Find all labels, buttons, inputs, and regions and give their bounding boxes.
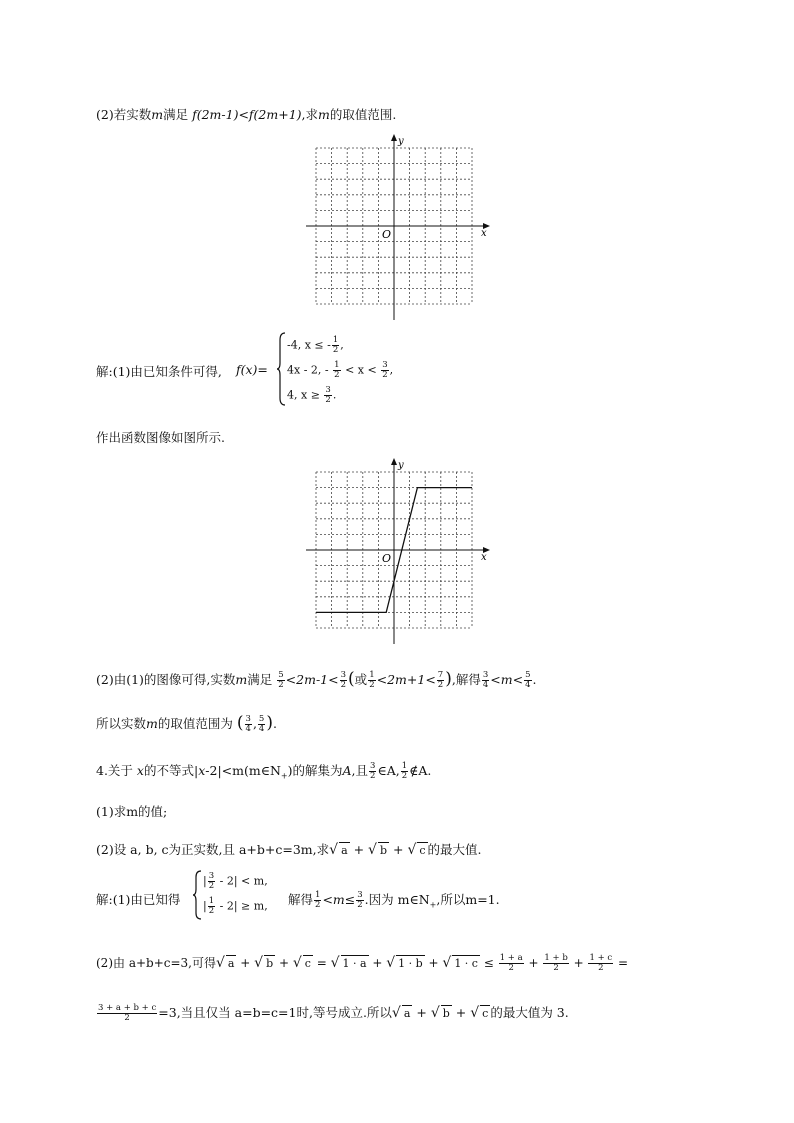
sol1-intro: 解:(1)由已知条件可得, bbox=[96, 364, 222, 379]
x-label: x bbox=[481, 552, 487, 563]
q2-line: (2)若实数m满足 f(2m-1)<f(2m+1),求m的取值范围. bbox=[96, 107, 397, 122]
sol2-range: 所以实数m的取值范围为 ( $\frac{3}{4}$ , $\frac{5}{4}$ ). bbox=[96, 713, 277, 734]
piece-2: 4x - 2, - $\frac{1}{2}$ < x < $\frac{3}{2}$ , bbox=[287, 360, 394, 380]
piece-3: 4, x ≥ $\frac{3}{2}$ . bbox=[287, 385, 337, 405]
system-brace bbox=[193, 870, 203, 920]
sol2-line: (2)由(1)的图像可得,实数m满足 $\frac{5}{2}$ <2m-1< $\frac{3}{2}$ (或 $\frac{1}{2}$ <2m+1< $\frac{7}{2}$ ),解得 $\frac{3}{4}$ <m< $\frac{5}{4}$ . bbox=[96, 669, 537, 690]
y-label: y bbox=[398, 460, 404, 471]
piecewise-brace bbox=[277, 332, 287, 406]
system-row-1: | $\frac{3}{2}$ - 2| < m, bbox=[203, 871, 268, 891]
function-graph bbox=[300, 456, 495, 648]
origin-label: O bbox=[382, 228, 392, 241]
blank-grid-graph bbox=[300, 132, 495, 324]
q4-part1: (1)求m的值; bbox=[96, 804, 168, 819]
y-axis-arrow bbox=[391, 134, 397, 141]
q4-stem: 4.关于 x的不等式$|x-2|<m(m\in N_+)$的解集为A,且 $\frac{3}{2}$ ∈A, $\frac{1}{2}$ ∉A. bbox=[96, 761, 432, 781]
x-label: x bbox=[481, 228, 487, 239]
y-label: y bbox=[398, 136, 404, 147]
origin-label: O bbox=[382, 552, 392, 565]
piece-1: -4, x ≤ - $\frac{1}{2}$ , bbox=[287, 335, 344, 355]
y-axis-arrow bbox=[391, 458, 397, 465]
sol1-fx: f(x)= bbox=[236, 362, 268, 377]
sol4-solve: 解得 $\frac{1}{2}$ <m≤ $\frac{3}{2}$ .因为 $m\in N_+$,所以m=1. bbox=[288, 890, 500, 910]
system-row-2: | $\frac{1}{2}$ - 2| ≥ m, bbox=[203, 896, 268, 916]
q4-part2: (2)设 a, b, c为正实数,且 a+b+c=3m,求√ a + √ b + √ c 的最大值. bbox=[96, 842, 482, 858]
sol4-final: $\frac{3 + a + b + c}{2}$ =3,当且仅当 a=b=c=1时,等号成立.所以√ a + √ b + √ c 的最大值为 3. bbox=[98, 1003, 569, 1023]
sol4-intro: 解:(1)由已知得 bbox=[96, 892, 181, 907]
sol4-part2: (2)由 a+b+c=3,可得√ a + √ b + √ c = √ 1 · a + √ 1 · b + √ 1 · c ≤ $\frac{1 + a}{2}$ + $\frac{1 + b}{2}$ + $\frac{1 + c}{2}$ = bbox=[96, 953, 629, 973]
graph-note: 作出函数图像如图所示. bbox=[96, 430, 225, 445]
